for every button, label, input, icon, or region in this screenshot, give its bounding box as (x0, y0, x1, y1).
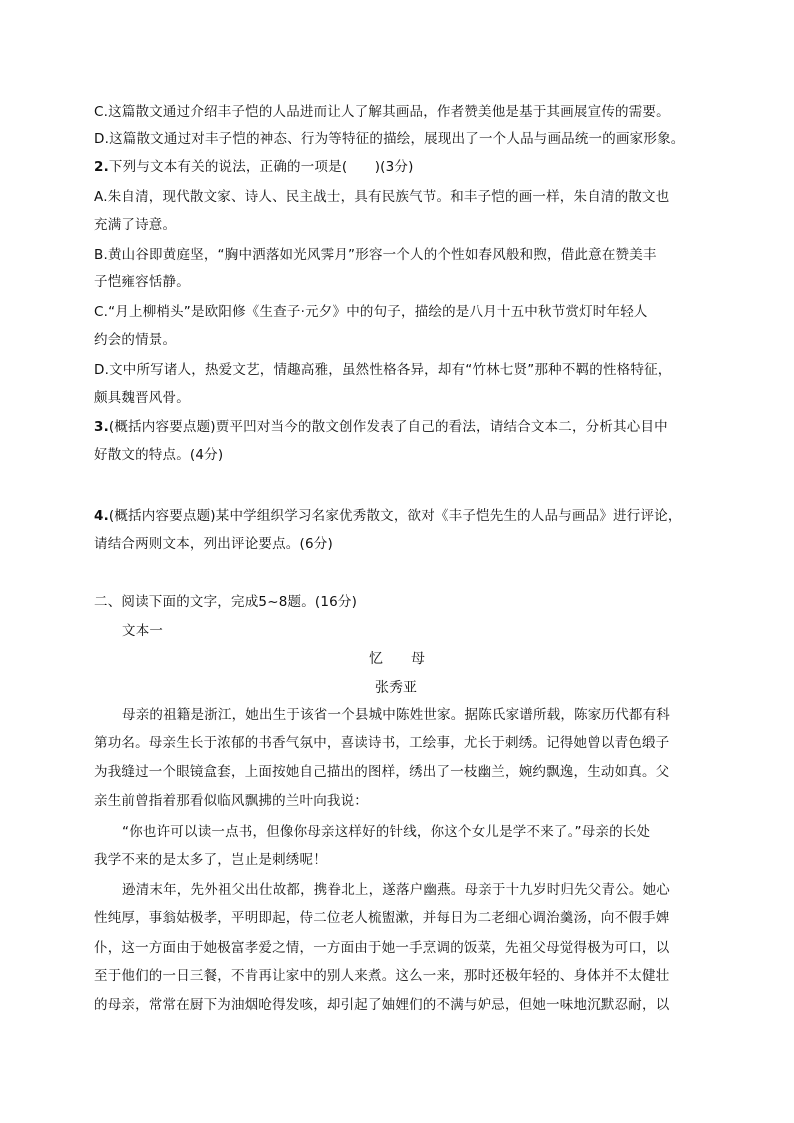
text-one-label: 文本一 (122, 623, 164, 639)
q1-option-d: D.这篇散文通过对丰子恺的神态、行为等特征的描绘，展现出了一个人品与画品统一的画家形象。 (94, 131, 685, 147)
para3-line-1: 逊清末年，先外祖父出仕故都，携眷北上，遂落户幽燕。母亲于十九岁时归先父青公。她心 (122, 882, 670, 898)
para3-line-4: 至于他们的一日三餐，不肯再让家中的别人来煮。这么一来，那时还极年轻的、身体并不太健壮 (94, 968, 670, 984)
para1-line-4: 亲生前曾指着那看似临风飘拂的兰叶向我说： (94, 793, 368, 809)
section2-heading: 二、阅读下面的文字，完成5~8题。(16分) (94, 594, 358, 610)
para1-line-1: 母亲的祖籍是浙江，她出生于该省一个县城中陈姓世家。据陈氏家谱所载，陈家历代都有科 (122, 707, 670, 723)
para2-line-1: “你也许可以读一点书，但像你母亲这样好的针线，你这个女儿是学不来了。”母亲的长处 (122, 824, 651, 840)
q2-option-b-line-1: B.黄山谷即黄庭坚，“胸中洒落如光风霁月”形容一个人的个性如春风般和煦，借此意在赞美丰 (94, 247, 657, 263)
para3-line-5: 的母亲，常常在厨下为油烟呛得发咳，却引起了妯娌们的不满与妒忌，但她一味地沉默忍耐，以 (94, 997, 670, 1013)
q2-stem (94, 157, 414, 177)
para1-line-2: 第功名。母亲生长于浓郁的书香气氛中，喜读诗书，工绘事，尤长于刺绣。记得她曾以青色缎子 (94, 735, 670, 751)
q1-option-c: C.这篇散文通过介绍丰子恺的人品进而让人了解其画品，作者赞美他是基于其画展宣传的需要。 (94, 104, 670, 120)
q2-option-d-line-1: D.文中所写诸人，热爱文艺，情趣高雅，虽然性格各异，却有“竹林七贤”那种不羁的性格特征， (94, 362, 672, 378)
para2-line-2: 我学不来的是太多了，岂止是刺绣呢！ (94, 852, 327, 868)
q4-line-1: 4.(概括内容要点题)某中学组织学习名家优秀散文，欲对《丰子恺先生的人品与画品》进行评论， (94, 508, 682, 524)
essay-title: 忆 母 (369, 651, 425, 667)
q2-stem-text: 下列与文本有关的说法，正确的一项是( )(3分) (108, 159, 414, 175)
q3-number: 3. (94, 419, 109, 435)
essay-author: 张秀亚 (375, 680, 417, 696)
q4-number: 4. (94, 508, 109, 524)
q3-line-2: 好散文的特点。(4分) (94, 447, 224, 463)
q2-option-d-line-2: 颇具魏晋风骨。 (94, 390, 190, 406)
q2-option-a-line-1: A.朱自清，现代散文家、诗人、民主战士，具有民族气节。和丰子恺的画一样，朱自清的散文也 (94, 189, 670, 205)
para3-line-2: 性纯厚，事翁姑极孝，平明即起，侍二位老人梳盥漱，并每日为二老细心调治羹汤，向不假手婢 (94, 910, 670, 926)
para1-line-3: 为我缝过一个眼镜盒套，上面按她自己描出的图样，绣出了一枝幽兰，婉约飘逸，生动如真。父 (94, 764, 670, 780)
q2-number: 2. (94, 159, 109, 175)
q2-option-c-line-2: 约会的情景。 (94, 332, 177, 348)
para3-line-3: 仆，这一方面由于她极富孝爱之情，一方面由于她一手烹调的饭菜，先祖父母觉得极为可口，以 (94, 940, 670, 956)
q2-option-a-line-2: 充满了诗意。 (94, 217, 177, 233)
q3-line-1: 3.(概括内容要点题)贾平凹对当今的散文创作发表了自己的看法，请结合文本二，分析其心目中 (94, 419, 668, 435)
q2-option-c-line-1: C.“月上柳梢头”是欧阳修《生查子·元夕》中的句子，描绘的是八月十五中秋节赏灯时年轻人 (94, 304, 648, 320)
q2-option-b-line-2: 子恺雍容恬静。 (94, 274, 190, 290)
q4-line-2: 请结合两则文本，列出评论要点。(6分) (94, 536, 333, 552)
